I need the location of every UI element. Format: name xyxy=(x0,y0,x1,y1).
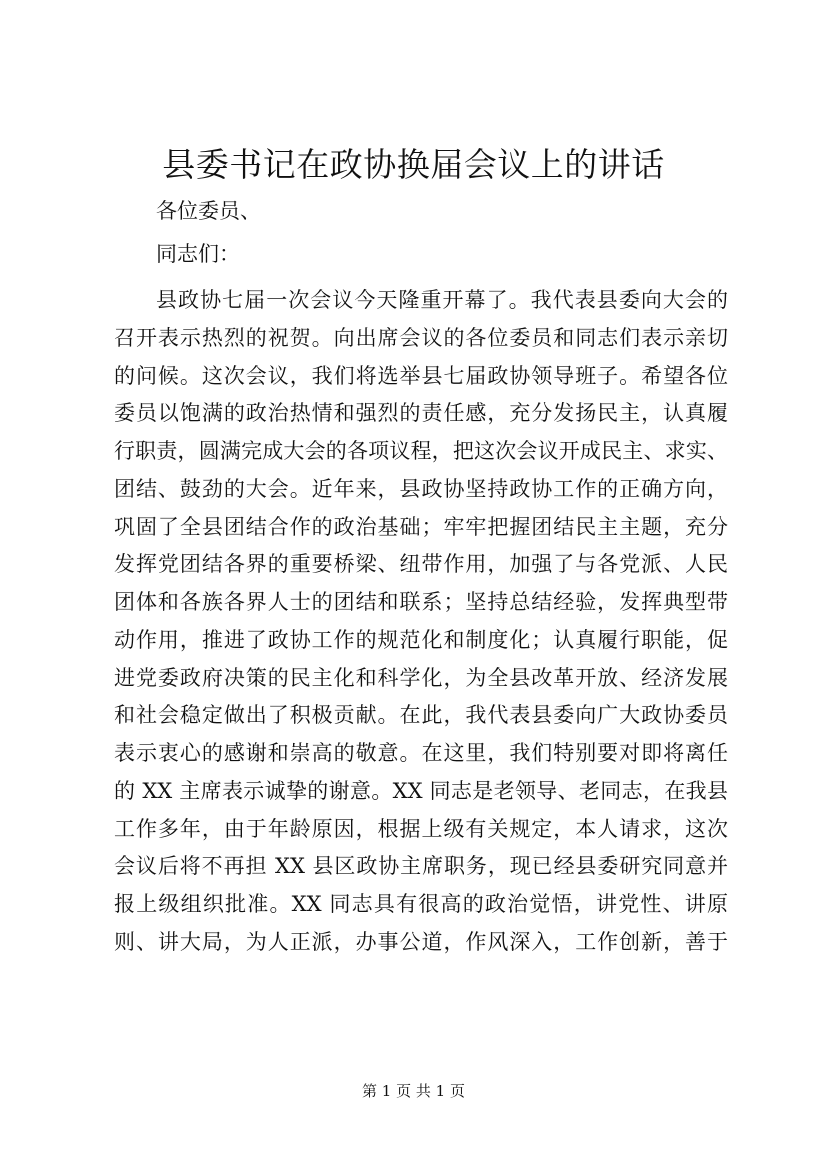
salutation-line-1: 各位委员、 xyxy=(156,199,261,223)
body-line: 召开表示热烈的祝贺。向出席会议的各位委员和同志们表示亲切 xyxy=(114,325,728,350)
body-line: 团结、鼓劲的大会。近年来，县政协坚持政协工作的正确方向， xyxy=(114,476,728,501)
salutation-line-2: 同志们： xyxy=(156,242,240,266)
body-line: 行职责，圆满完成大会的各项议程，把这次会议开成民主、求实、 xyxy=(114,439,728,463)
body-line: 团体和各族各界人士的团结和联系；坚持总结经验，发挥典型带 xyxy=(114,590,728,614)
body-line: 委员以饱满的政治热情和强烈的责任感，充分发扬民主，认真履 xyxy=(114,401,728,426)
body-line: 县政协七届一次会议今天隆重开幕了。我代表县委向大会的 xyxy=(156,288,728,312)
body-line: 的 XX 主席表示诚挚的谢意。XX 同志是老领导、老同志，在我县 xyxy=(114,778,728,803)
page-number-footer: 第 1 页 共 1 页 xyxy=(362,1082,465,1100)
body-line: 会议后将不再担 XX 县区政协主席职务，现已经县委研究同意并 xyxy=(114,854,728,879)
document-title: 县委书记在政协换届会议上的讲话 xyxy=(162,145,665,184)
body-line: 表示衷心的感谢和崇高的敬意。在这里，我们特别要对即将离任 xyxy=(114,741,728,765)
body-line: 的问候。这次会议，我们将选举县七届政协领导班子。希望各位 xyxy=(114,363,728,388)
body-line: 动作用，推进了政协工作的规范化和制度化；认真履行职能，促 xyxy=(114,627,728,652)
body-paragraph xyxy=(114,282,728,962)
body-line: 发挥党团结各界的重要桥梁、纽带作用，加强了与各党派、人民 xyxy=(114,552,728,577)
body-line: 和社会稳定做出了积极贡献。在此，我代表县委向广大政协委员 xyxy=(114,703,728,728)
body-line: 则、讲大局，为人正派，办事公道，作风深入，工作创新，善于 xyxy=(114,929,728,954)
body-line: 工作多年，由于年龄原因，根据上级有关规定，本人请求，这次 xyxy=(114,816,728,841)
body-line: 报上级组织批准。XX 同志具有很高的政治觉悟，讲党性、讲原 xyxy=(114,892,728,916)
body-line: 进党委政府决策的民主化和科学化，为全县改革开放、经济发展 xyxy=(114,665,728,690)
body-line: 巩固了全县团结合作的政治基础；牢牢把握团结民主主题，充分 xyxy=(114,514,728,539)
